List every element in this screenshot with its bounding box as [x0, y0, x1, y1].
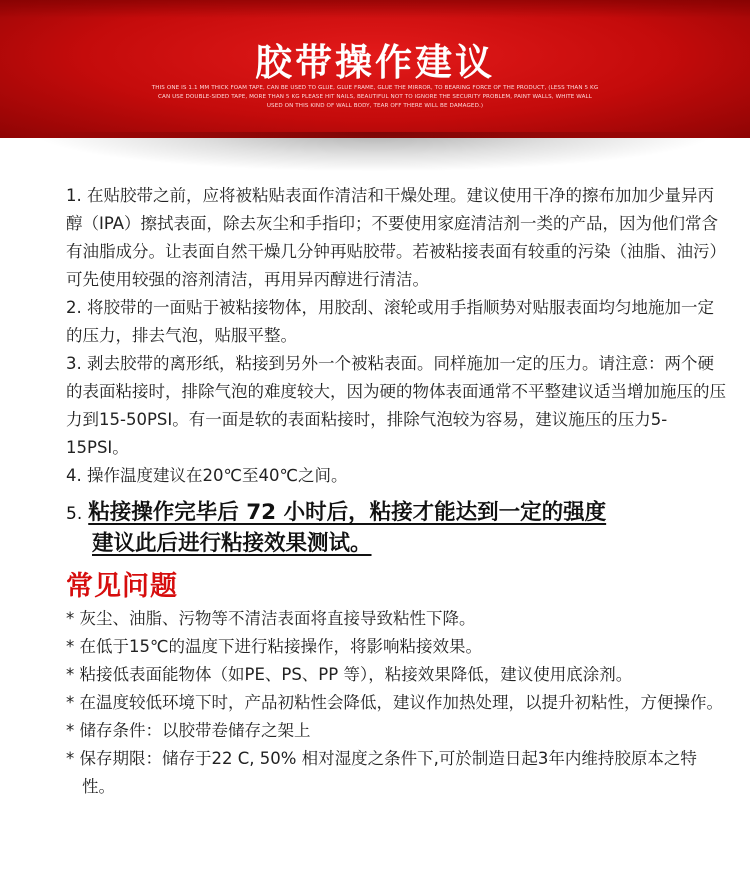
faq-note: * 在低于15℃的温度下进行粘接操作，将影响粘接效果。 — [66, 637, 483, 656]
page-title: 胶带操作建议 — [255, 41, 495, 84]
faq-title: 常见问题 — [66, 571, 178, 602]
faq-note: * 在温度较低环境下时，产品初粘性会降低，建议作加热处理，以提升初粘性，方便操作。 — [66, 693, 723, 712]
instruction-item-5 — [66, 498, 726, 559]
faq-note: * 储存条件：以胶带卷储存之架上 — [66, 721, 311, 740]
faq-note: * 灰尘、油脂、污物等不清洁表面将直接导致粘性下降。 — [66, 609, 476, 628]
banner-shadow — [30, 132, 720, 172]
instruction-item-4: 4. 操作温度建议在20℃至40℃之间。 — [66, 466, 348, 485]
instruction-item-5-line1: 粘接操作完毕后 72 小时后，粘接才能达到一定的强度 — [88, 500, 607, 525]
instruction-item-1: 1. 在贴胶带之前，应将被粘贴表面作清洁和干燥处理。建议使用干净的擦布加加少量异丙醇（IPA）擦拭表面，除去灰尘和手指印；不要使用家庭清洁剂一类的产品，因为他们常含有油脂成分。让表面自然干燥几分钟再贴胶带。若被粘接表面有较重的污染（油脂、油污）可先使用较强的溶剂清洁，再用异丙醇进行清洁。 — [66, 186, 726, 289]
header-banner — [0, 0, 750, 138]
instruction-item-3: 3. 剥去胶带的离形纸，粘接到另外一个被粘表面。同样施加一定的压力。请注意：两个硬的表面粘接时，排除气泡的难度较大，因为硬的物体表面通常不平整建议适当增加施压的压力到15-50PSI。有一面是软的表面粘接时，排除气泡较为容易，建议施压的压力5-15PSI。 — [66, 354, 726, 457]
instruction-item-2: 2. 将胶带的一面贴于被粘接物体，用胶刮、滚轮或用手指顺势对贴服表面均匀地施加一定的压力，排去气泡，贴服平整。 — [66, 298, 714, 345]
banner-subtitle: THIS ONE IS 1.1 MM THICK FOAM TAPE, CAN BE USED TO GLUE, GLUE FRAME, GLUE THE MIRROR, TO BEARING FORCE OF THE PRODUCT, (LESS THAN 5 KG CAN USE DOUBLE-SIDED TAPE, MORE THAN 5 KG PLEASE HIT NAILS, BEAUTIFUL NOT TO IGNORE THE SECURITY PROBLEM, PAINT WALLS, WHITE WALL USED ON THIS KIND OF WALL BODY, TEAR OFF THERE WILL BE DAMAGED.) — [151, 85, 599, 109]
instruction-item-5-line2: 建议此后进行粘接效果测试。 — [92, 531, 372, 556]
instructions-section — [66, 182, 726, 801]
instruction-item-5-number: 5. — [66, 504, 83, 524]
faq-note: * 粘接低表面能物体（如PE、PS、PP 等），粘接效果降低，建议使用底涂剂。 — [66, 665, 633, 684]
faq-note: * 保存期限：储存于22 C, 50% 相对湿度之条件下,可於制造日起3年内维持胶原本之特性。 — [66, 749, 697, 796]
